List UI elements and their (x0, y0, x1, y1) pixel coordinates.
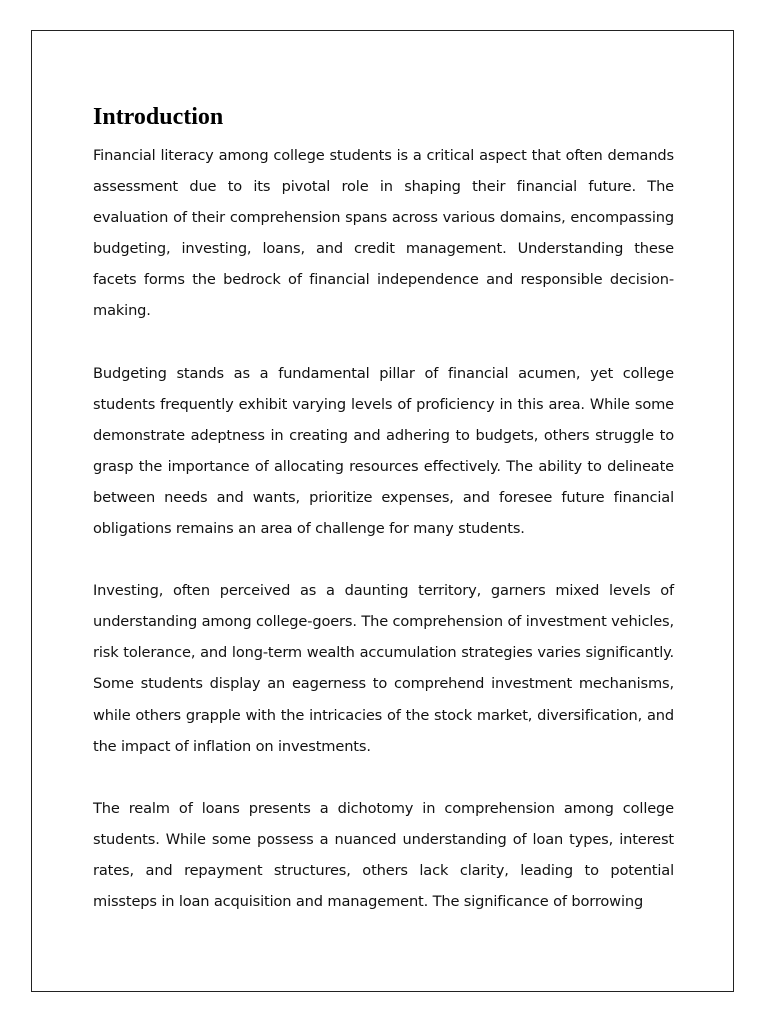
section-heading: Introduction (93, 104, 224, 130)
paragraph-investing: Investing, often perceived as a daunting territory, garners mixed levels of understanding among college-goers. The comprehension of investment vehicles, risk tolerance, and long-term wealth accumulation strategies varies significantly. Some students display an eagerness to comprehend investment mechanisms, while others grapple with the intricacies of the stock market, diversification, and the impact of inflation on investments. (93, 582, 674, 755)
paragraph-financial-literacy: Financial literacy among college students is a critical aspect that often demands assessment due to its pivotal role in shaping their financial future. The evaluation of their comprehension spans across various domains, encompassing budgeting, investing, loans, and credit management. Understanding these facets forms the bedrock of financial independence and responsible decision-making. (93, 147, 674, 320)
paragraph-loans: The realm of loans presents a dichotomy in comprehension among college students. While some possess a nuanced understanding of loan types, interest rates, and repayment structures, others lack clarity, leading to potential missteps in loan acquisition and management. The significance of borrowing (93, 799, 674, 910)
document-body (93, 100, 674, 948)
paragraph-budgeting: Budgeting stands as a fundamental pillar of financial acumen, yet college students frequently exhibit varying levels of proficiency in this area. While some demonstrate adeptness in creating and adhering to budgets, others struggle to grasp the importance of allocating resources effectively. The ability to delineate between needs and wants, prioritize expenses, and foresee future financial obligations remains an area of challenge for many students. (93, 364, 674, 538)
